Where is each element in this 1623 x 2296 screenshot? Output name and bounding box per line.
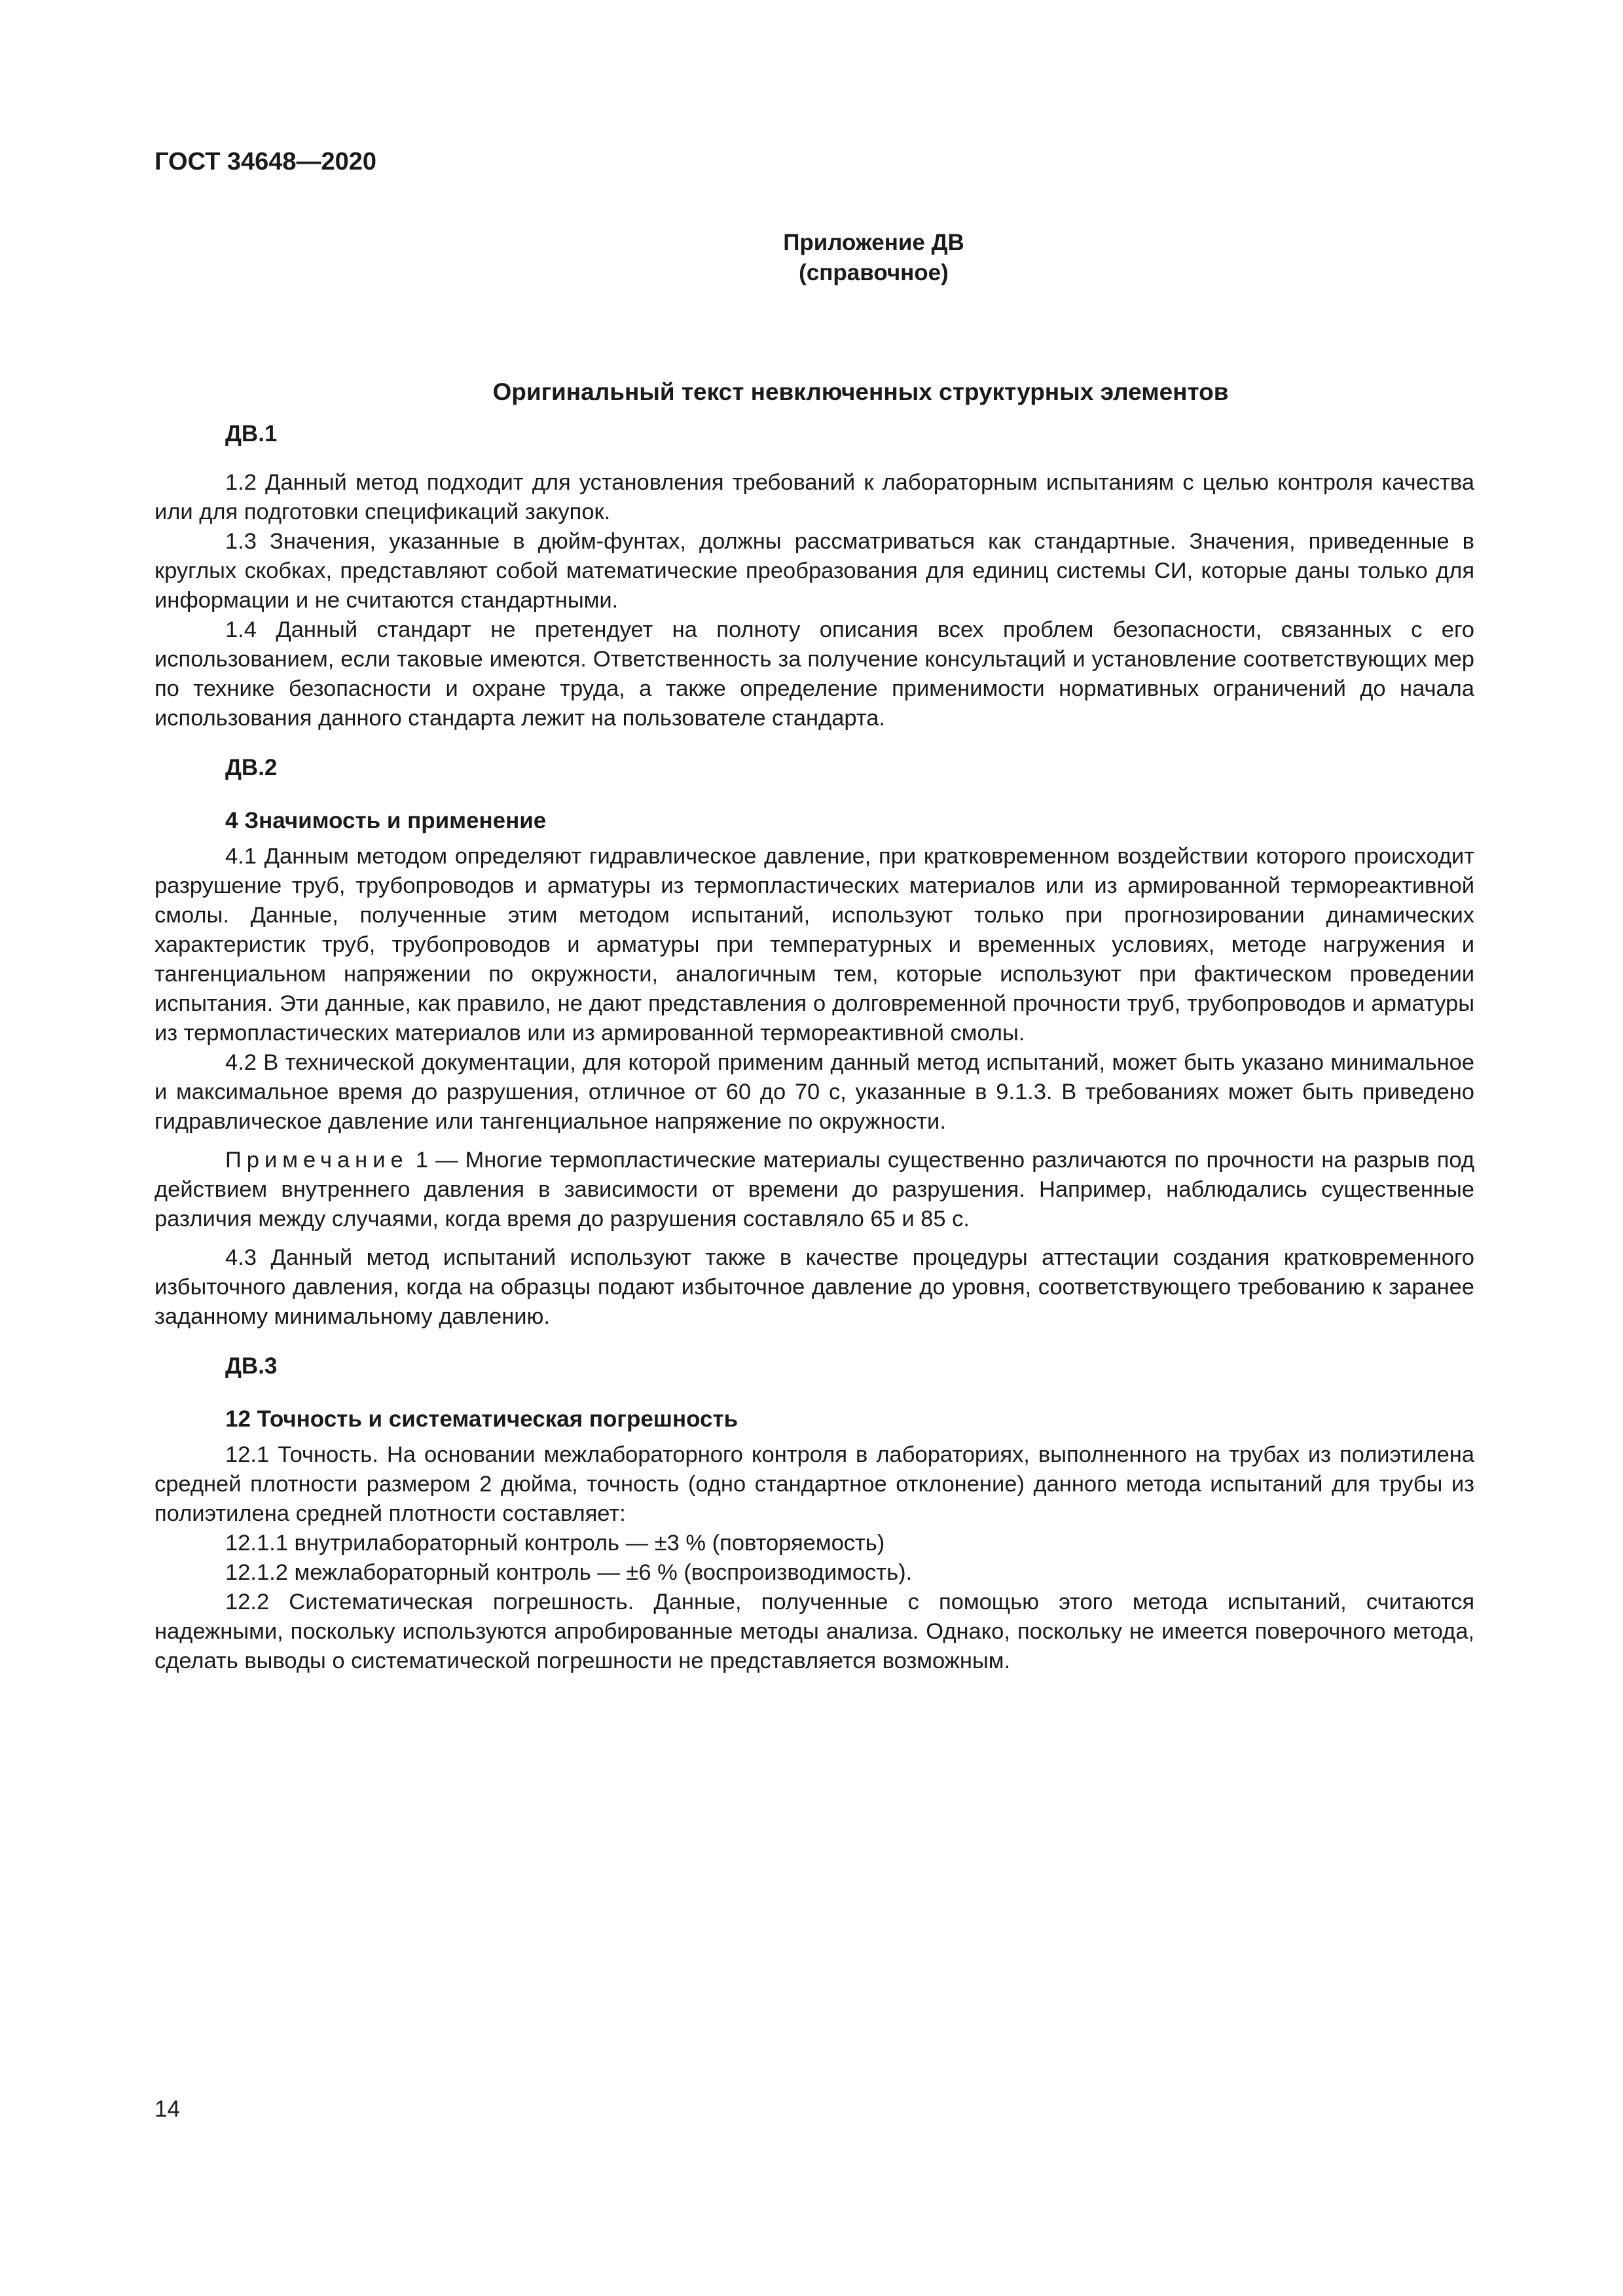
page-number: 14 — [155, 2096, 180, 2122]
section-heading: 12 Точность и систематическая погрешность — [225, 1406, 739, 1432]
paragraph: 12.1.2 межлабораторный контроль — ±6 % (воспроизводимость). — [225, 1560, 913, 1585]
note-label: Примечание — [225, 1148, 409, 1173]
section-label-dv2: ДВ.2 — [225, 755, 278, 780]
document-title: Оригинальный текст невключенных структурных элементов — [492, 378, 1229, 405]
paragraph: 1.4 Данный стандарт не претендует на полноту описания всех проблем безопасности, связанных с его использованием, если таковые имеются. Ответственность за получение консультаций и установление соответствующих мер по технике безопасности и охране труда, а также определение применимости нормативных ограничений до начала использования данного стандарта лежит на пользователе стандарта. — [155, 617, 1474, 731]
section-label-dv1: ДВ.1 — [225, 421, 278, 446]
document-body — [155, 419, 1474, 1676]
paragraph: 4.1 Данным методом определяют гидравлическое давление, при кратковременном воздействии которого происходит разрушение труб, трубопроводов и арматуры из термопластических материалов или из армированной термореактивной смолы. Данные, полученные этим методом испытаний, используют только при прогнозировании динамических характеристик труб, трубопроводов и арматуры при температурных и временных условиях, методе нагружения и тангенциальном напряжении по окружности, аналогичным тем, которые используют при фактическом проведении испытания. Эти данные, как правило, не дают представления о долговременной прочности труб, трубопроводов и арматуры из термопластических материалов или из армированной термореактивной смолы. — [155, 844, 1474, 1046]
appendix-title: Приложение ДВ — [783, 230, 964, 255]
paragraph: 4.3 Данный метод испытаний используют также в качестве процедуры аттестации создания кратковременного избыточного давления, когда на образцы подают избыточное давление до уровня, соответствующего требованию к заранее заданному минимальному давлению. — [155, 1245, 1474, 1329]
appendix-heading — [62, 228, 1623, 288]
paragraph: 12.1.1 внутрилабораторный контроль — ±3 % (повторяемость) — [225, 1531, 885, 1556]
note — [155, 1146, 1474, 1234]
note-text: 1 — Многие термопластические материалы существенно различаются по прочности на разрыв под действием внутреннего давления в зависимости от времени до разрушения. Например, наблюдались существенные различия между случаями, когда время до разрушения составляло 65 и 85 с. — [155, 1148, 1474, 1231]
section-label-dv3: ДВ.3 — [225, 1353, 278, 1379]
paragraph: 12.2 Систематическая погрешность. Данные, полученные с помощью этого метода испытаний, считаются надежными, поскольку используются апробированные методы анализа. Однако, поскольку не имеется поверочного метода, сделать выводы о систематической погрешности не представляется возможным. — [155, 1590, 1474, 1673]
standard-code: ГОСТ 34648—2020 — [155, 148, 377, 175]
paragraph: 1.3 Значения, указанные в дюйм-фунтах, должны рассматриваться как стандартные. Значения, приведенные в круглых скобках, представляют собой математические преобразования для единиц системы СИ, которые даны только для информации и не считаются стандартными. — [155, 529, 1474, 613]
paragraph: 4.2 В технической документации, для которой применим данный метод испытаний, может быть указано минимальное и максимальное время до разрушения, отличное от 60 до 70 с, указанные в 9.1.3. В требованиях может быть приведено гидравлическое давление или тангенциальное напряжение по окружности. — [155, 1050, 1474, 1134]
section-heading: 4 Значимость и применение — [225, 808, 547, 833]
paragraph: 12.1 Точность. На основании межлабораторного контроля в лабораториях, выполненного на трубах из полиэтилена средней плотности размером 2 дюйма, точность (одно стандартное отклонение) данного метода испытаний для трубы из полиэтилена средней плотности составляет: — [155, 1442, 1474, 1526]
paragraph: 1.2 Данный метод подходит для установления требований к лабораторным испытаниям с целью контроля качества или для подготовки спецификаций закупок. — [155, 470, 1474, 524]
appendix-kind: (справочное) — [799, 260, 949, 285]
